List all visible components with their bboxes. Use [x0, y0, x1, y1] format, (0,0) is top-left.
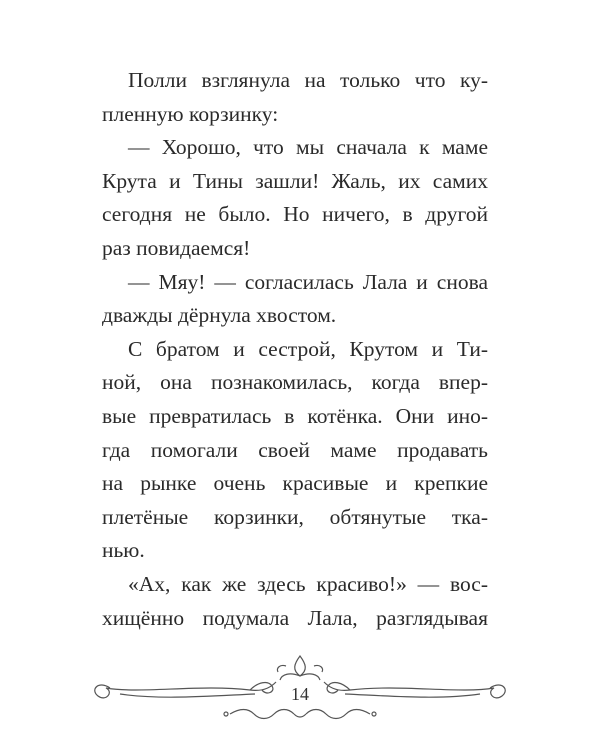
- text-line: плетёные корзинки, обтянутые тка-: [102, 504, 488, 529]
- text-line: на рынке очень красивые и крепкие: [102, 471, 488, 496]
- text-line: дважды дёрнула хвостом.: [102, 303, 337, 328]
- page-number: 14: [291, 684, 309, 704]
- text-line: хищённо подумала Лала, разглядывая: [102, 605, 488, 630]
- text-line: — Хорошо, что мы сначала к маме: [128, 135, 488, 160]
- text-line: — Мяу! — согласилась Лала и снова: [128, 269, 488, 294]
- text-line: нью.: [102, 538, 145, 563]
- text-line: Крута и Тины зашли! Жаль, их самих: [102, 168, 488, 193]
- text-line: ной, она познакомилась, когда впер-: [102, 370, 488, 395]
- text-line: раз повидаемся!: [102, 235, 251, 260]
- text-line: «Ах, как же здесь красиво!» — вос-: [128, 571, 488, 596]
- text-line: пленную корзинку:: [102, 101, 279, 126]
- body-text: [102, 64, 488, 635]
- text-line: С братом и сестрой, Крутом и Ти-: [128, 336, 488, 361]
- text-line: Полли взглянула на только что ку-: [128, 68, 488, 92]
- text-line: сегодня не было. Но ничего, в другой: [102, 202, 488, 227]
- text-line: вые превратилась в котёнка. Они ино-: [102, 403, 488, 428]
- text-line: гда помогали своей маме продавать: [102, 437, 488, 462]
